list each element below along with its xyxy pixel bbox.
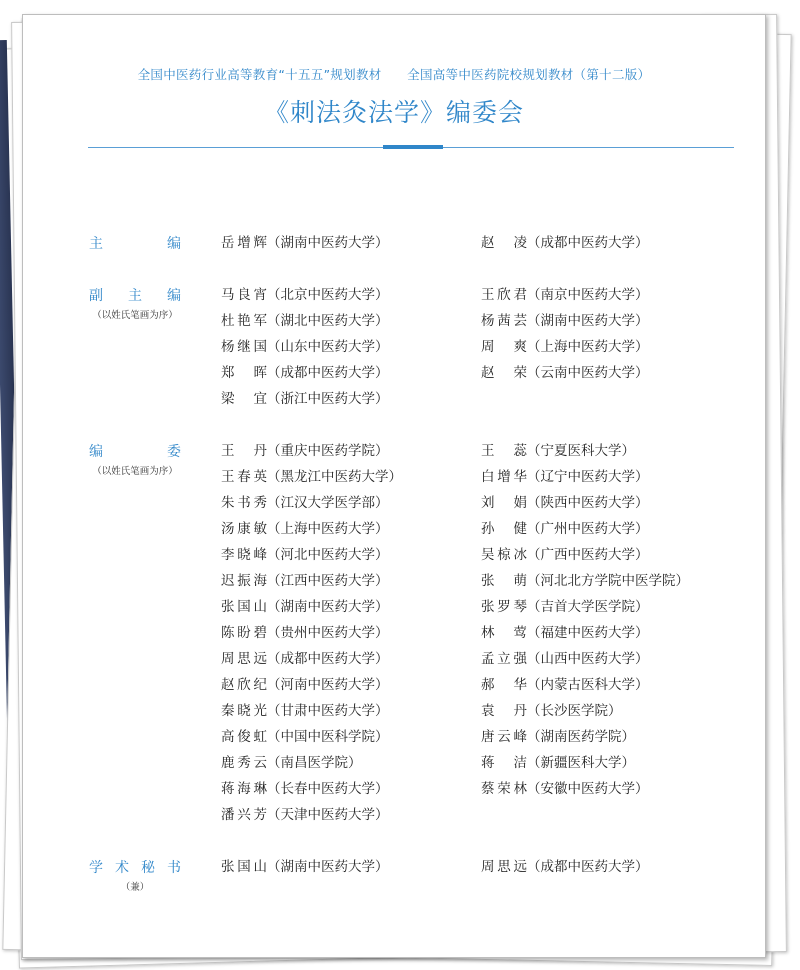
document-page bbox=[22, 14, 766, 958]
member-org: （湖南中医药大学） bbox=[267, 859, 389, 875]
member-name: 郑 晖 bbox=[221, 365, 267, 381]
list-item bbox=[221, 311, 389, 337]
list-item bbox=[481, 337, 649, 363]
list-item bbox=[481, 727, 689, 753]
member-name: 袁 丹 bbox=[481, 703, 527, 719]
member-org: （成都中医药大学） bbox=[527, 859, 649, 875]
left-column bbox=[221, 233, 389, 259]
role-char: 编 bbox=[167, 288, 181, 304]
member-org: （浙江中医药大学） bbox=[267, 391, 389, 407]
list-item bbox=[221, 441, 402, 467]
list-item bbox=[221, 623, 402, 649]
member-org: （中国中医科学院） bbox=[267, 729, 389, 745]
role-char: 书 bbox=[167, 860, 181, 876]
list-item bbox=[481, 493, 689, 519]
member-org: （河北中医药大学） bbox=[267, 547, 389, 563]
role-char: 副 bbox=[89, 288, 103, 304]
list-item bbox=[481, 467, 689, 493]
member-name: 吴椋冰 bbox=[481, 547, 527, 563]
member-name: 汤康敏 bbox=[221, 521, 267, 537]
list-item bbox=[481, 753, 689, 779]
list-item bbox=[481, 779, 689, 805]
member-name: 孙 健 bbox=[481, 521, 527, 537]
member-name: 高俊虹 bbox=[221, 729, 267, 745]
role-char: 委 bbox=[167, 444, 181, 460]
member-name: 潘兴芳 bbox=[221, 807, 267, 823]
member-name: 陈盼碧 bbox=[221, 625, 267, 641]
member-name: 林 莺 bbox=[481, 625, 527, 641]
member-name: 周 爽 bbox=[481, 339, 527, 355]
member-name: 郝 华 bbox=[481, 677, 527, 693]
member-org: （天津中医药大学） bbox=[267, 807, 389, 823]
member-name: 张罗琴 bbox=[481, 599, 527, 615]
role-heading bbox=[89, 285, 181, 321]
list-item bbox=[481, 363, 649, 389]
role-char: 主 bbox=[128, 288, 142, 304]
role-char: 主 bbox=[89, 236, 103, 252]
role-label bbox=[89, 857, 181, 877]
member-name: 蔡荣林 bbox=[481, 781, 527, 797]
member-org: （江汉大学医学部） bbox=[267, 495, 389, 511]
role-note: （以姓氏笔画为序） bbox=[92, 466, 178, 477]
member-org: （湖南中医药大学） bbox=[527, 313, 649, 329]
list-item bbox=[481, 285, 649, 311]
member-name: 刘 娟 bbox=[481, 495, 527, 511]
member-name: 马良宵 bbox=[221, 287, 267, 303]
member-name: 王欣君 bbox=[481, 287, 527, 303]
member-org: （山西中医药大学） bbox=[527, 651, 649, 667]
right-column bbox=[481, 233, 649, 259]
member-org: （云南中医药大学） bbox=[527, 365, 649, 381]
list-item bbox=[481, 519, 689, 545]
member-org: （宁夏医科大学） bbox=[527, 443, 635, 459]
list-item bbox=[221, 545, 402, 571]
title-divider-accent bbox=[383, 145, 443, 149]
member-org: （辽宁中医药大学） bbox=[527, 469, 649, 485]
role-label bbox=[89, 233, 181, 253]
list-item bbox=[221, 467, 402, 493]
member-name: 李晓峰 bbox=[221, 547, 267, 563]
list-item bbox=[481, 571, 689, 597]
member-org: （南京中医药大学） bbox=[527, 287, 649, 303]
list-item bbox=[481, 675, 689, 701]
list-item bbox=[221, 779, 402, 805]
member-org: （北京中医药大学） bbox=[267, 287, 389, 303]
role-label bbox=[89, 441, 181, 461]
list-item bbox=[481, 701, 689, 727]
list-item bbox=[221, 571, 402, 597]
member-name: 秦晓光 bbox=[221, 703, 267, 719]
list-item bbox=[481, 233, 649, 259]
member-name: 梁 宜 bbox=[221, 391, 267, 407]
member-org: （甘肃中医药大学） bbox=[267, 703, 389, 719]
page-title: 《刺法灸法学》编委会 bbox=[263, 98, 524, 127]
list-item bbox=[481, 597, 689, 623]
list-item bbox=[221, 493, 402, 519]
list-item bbox=[481, 857, 649, 883]
member-name: 周思远 bbox=[481, 859, 527, 875]
list-item bbox=[221, 727, 402, 753]
member-org: （长沙医学院） bbox=[527, 703, 622, 719]
member-name: 岳增辉 bbox=[221, 235, 267, 251]
member-name: 周思远 bbox=[221, 651, 267, 667]
member-org: （长春中医药大学） bbox=[267, 781, 389, 797]
series-line: 全国中医药行业高等教育“十五五”规划教材 全国高等中医药院校规划教材（第十二版） bbox=[137, 67, 651, 82]
member-name: 赵 凌 bbox=[481, 235, 527, 251]
member-org: （吉首大学医学院） bbox=[527, 599, 649, 615]
role-char: 术 bbox=[115, 860, 129, 876]
list-item bbox=[221, 389, 389, 415]
role-heading bbox=[89, 441, 181, 477]
member-org: （新疆医科大学） bbox=[527, 755, 635, 771]
member-org: （河南中医药大学） bbox=[267, 677, 389, 693]
member-org: （福建中医药大学） bbox=[527, 625, 649, 641]
list-item bbox=[481, 649, 689, 675]
member-org: （广西中医药大学） bbox=[527, 547, 649, 563]
member-name: 张国山 bbox=[221, 859, 267, 875]
list-item bbox=[481, 623, 689, 649]
member-name: 张国山 bbox=[221, 599, 267, 615]
member-org: （贵州中医药大学） bbox=[267, 625, 389, 641]
member-org: （安徽中医药大学） bbox=[527, 781, 649, 797]
role-char: 编 bbox=[167, 236, 181, 252]
list-item bbox=[221, 233, 389, 259]
role-char: 秘 bbox=[141, 860, 155, 876]
member-org: （江西中医药大学） bbox=[267, 573, 389, 589]
role-char: 学 bbox=[89, 860, 103, 876]
list-item bbox=[221, 363, 389, 389]
member-name: 王 蕊 bbox=[481, 443, 527, 459]
right-column bbox=[481, 857, 649, 883]
member-name: 赵欣纪 bbox=[221, 677, 267, 693]
member-name: 杨继国 bbox=[221, 339, 267, 355]
member-name: 杨茜芸 bbox=[481, 313, 527, 329]
list-item bbox=[221, 337, 389, 363]
member-org: （湖南中医药大学） bbox=[267, 599, 389, 615]
role-char: 编 bbox=[89, 444, 103, 460]
list-item bbox=[221, 857, 389, 883]
role-note: （以姓氏笔画为序） bbox=[92, 310, 178, 321]
list-item bbox=[221, 675, 402, 701]
member-name: 赵 荣 bbox=[481, 365, 527, 381]
role-note: （兼） bbox=[120, 882, 150, 893]
member-name: 白增华 bbox=[481, 469, 527, 485]
member-org: （河北北方学院中医学院） bbox=[527, 573, 689, 589]
right-column bbox=[481, 285, 649, 389]
left-column bbox=[221, 285, 389, 415]
member-name: 王 丹 bbox=[221, 443, 267, 459]
left-column bbox=[221, 857, 389, 883]
list-item bbox=[221, 753, 402, 779]
member-name: 张 萌 bbox=[481, 573, 527, 589]
member-org: （成都中医药大学） bbox=[267, 651, 389, 667]
member-org: （重庆中医药学院） bbox=[267, 443, 389, 459]
role-label bbox=[89, 285, 181, 305]
member-org: （广州中医药大学） bbox=[527, 521, 649, 537]
list-item bbox=[221, 649, 402, 675]
role-heading bbox=[89, 857, 181, 893]
member-name: 朱书秀 bbox=[221, 495, 267, 511]
list-item bbox=[481, 441, 689, 467]
member-name: 孟立强 bbox=[481, 651, 527, 667]
member-org: （黑龙江中医药大学） bbox=[267, 469, 402, 485]
list-item bbox=[221, 805, 402, 831]
member-name: 迟振海 bbox=[221, 573, 267, 589]
list-item bbox=[221, 285, 389, 311]
list-item bbox=[221, 597, 402, 623]
member-org: （湖北中医药大学） bbox=[267, 313, 389, 329]
member-org: （山东中医药大学） bbox=[267, 339, 389, 355]
list-item bbox=[481, 311, 649, 337]
member-org: （湖南医药学院） bbox=[527, 729, 635, 745]
member-name: 蒋海琳 bbox=[221, 781, 267, 797]
member-name: 杜艳军 bbox=[221, 313, 267, 329]
member-name: 唐云峰 bbox=[481, 729, 527, 745]
member-org: （成都中医药大学） bbox=[267, 365, 389, 381]
right-column bbox=[481, 441, 689, 805]
member-org: （成都中医药大学） bbox=[527, 235, 649, 251]
member-name: 蒋 洁 bbox=[481, 755, 527, 771]
member-name: 王春英 bbox=[221, 469, 267, 485]
list-item bbox=[221, 519, 402, 545]
list-item bbox=[221, 701, 402, 727]
member-org: （上海中医药大学） bbox=[267, 521, 389, 537]
member-name: 鹿秀云 bbox=[221, 755, 267, 771]
list-item bbox=[481, 545, 689, 571]
member-org: （上海中医药大学） bbox=[527, 339, 649, 355]
role-heading bbox=[89, 233, 181, 253]
member-org: （陕西中医药大学） bbox=[527, 495, 649, 511]
member-org: （内蒙古医科大学） bbox=[527, 677, 649, 693]
member-org: （湖南中医药大学） bbox=[267, 235, 389, 251]
member-org: （南昌医学院） bbox=[267, 755, 362, 771]
left-column bbox=[221, 441, 402, 831]
